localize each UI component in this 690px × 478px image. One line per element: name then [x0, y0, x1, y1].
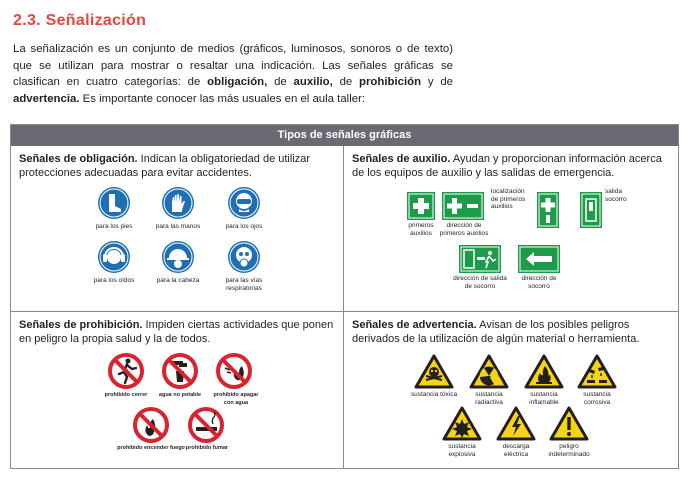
warning-cell [344, 312, 678, 468]
intro-paragraph [13, 41, 453, 107]
ear-protection-icon [97, 240, 131, 274]
no-smoking-icon [187, 406, 225, 444]
foot-protection-icon [97, 186, 131, 220]
prohibition-text: Impiden ciertas actividades que ponen en peligro la propia salud y la de todos. [19, 319, 334, 345]
first-aid-direction-label: dirección de primeros auxilios [439, 222, 489, 237]
first-aid-label: primeros auxilios [408, 222, 434, 237]
signs-table [10, 124, 679, 469]
general-danger-label: peligro indeterminado [548, 443, 590, 458]
no-water-extinguish-label: prohibido apagar con agua [213, 392, 259, 406]
no-fire-label: prohibido encender fuego [117, 445, 185, 451]
exit-direction-label: dirección de salida de socorro [453, 275, 507, 290]
intro-text: de [267, 76, 294, 88]
intro-bold: prohibición [359, 76, 422, 88]
flammable-substance-icon [524, 354, 564, 389]
warning-title: Señales de advertencia. [352, 319, 477, 331]
prohibition-title: Señales de prohibición. [19, 319, 143, 331]
emergency-exit-icon [580, 192, 602, 228]
radioactive-substance-label: sustancia radiactiva [475, 391, 503, 406]
first-aid-location-icon [537, 192, 559, 228]
ear-protection-label: para los oídos [93, 277, 135, 284]
section-title: 2.3. Señalización [13, 12, 147, 29]
emergency-exit-label: salida socorro [605, 188, 627, 203]
electric-shock-label: descarga eléctrica [502, 443, 530, 458]
explosive-substance-icon [442, 406, 482, 441]
intro-text: La señalización es un conjunto de medios (gráficos, luminosos, sonoros o de texto) que se utilizan para mostrar o resaltar una indicación. Las señales gráficas se clasifican en cuatro categorías: de [13, 43, 453, 88]
explosive-substance-label: sustancia explosiva [448, 443, 476, 458]
no-running-icon [107, 352, 145, 390]
obligation-title: Señales de obligación. [19, 153, 138, 165]
exit-direction-icon [459, 245, 501, 273]
no-smoking-label: prohibido fumar [185, 445, 229, 451]
left-arrow-icon [518, 245, 560, 273]
obligation-description [19, 152, 337, 180]
intro-text: y de [421, 76, 453, 88]
hand-protection-icon [161, 186, 195, 220]
foot-protection-label: para los pies [95, 223, 133, 230]
electric-shock-icon [496, 406, 536, 441]
corrosive-substance-label: sustancia corrosiva [583, 391, 611, 406]
warning-description [352, 318, 670, 346]
intro-bold: obligación, [207, 76, 268, 88]
obligation-cell [11, 146, 344, 312]
first-aid-location-label: localización de primeros auxilios [491, 188, 526, 210]
respiratory-protection-label: para las vías respiratorias [225, 277, 263, 292]
aid-text: Ayudan y proporcionan información acerca de los equipos de auxilio y las salidas de emergencia. [352, 153, 662, 179]
non-potable-water-label: agua no potable [158, 392, 202, 398]
head-protection-label: para la cabeza [156, 277, 200, 284]
table-header: Tipos de señales gráficas [11, 125, 678, 146]
corrosive-substance-icon [577, 354, 617, 389]
intro-text: de [332, 76, 360, 88]
first-aid-icon [407, 192, 435, 220]
aid-title: Señales de auxilio. [352, 153, 451, 165]
eye-protection-icon [227, 186, 261, 220]
aid-cell [344, 146, 678, 312]
non-potable-water-icon [161, 352, 199, 390]
no-water-extinguish-icon [215, 352, 253, 390]
obligation-text: Indican la obligatoriedad de utilizar protecciones adecuadas para evitar accidentes. [19, 153, 311, 179]
prohibition-cell [11, 312, 344, 468]
flammable-substance-label: sustancia inflamable [529, 391, 559, 406]
eye-protection-label: para los ojos [225, 223, 263, 230]
help-direction-label: dirección de socorro [521, 275, 557, 290]
prohibition-description [19, 318, 337, 346]
radioactive-substance-icon [469, 354, 509, 389]
aid-description [352, 152, 670, 180]
intro-bold: advertencia. [13, 92, 80, 105]
intro-bold: auxilio, [293, 76, 333, 88]
intro-text: Es importante conocer las más usuales en el aula taller: [79, 92, 366, 105]
head-protection-icon [161, 240, 195, 274]
first-aid-direction-icon [442, 192, 484, 220]
no-fire-icon [132, 406, 170, 444]
toxic-substance-icon [414, 354, 454, 389]
toxic-substance-label: sustancia tóxica [410, 391, 458, 398]
hand-protection-label: para las manos [155, 223, 201, 230]
respiratory-protection-icon [227, 240, 261, 274]
general-danger-icon [549, 406, 589, 441]
warning-text: Avisan de los posibles peligros derivados de la utilización de algún material o herramienta. [352, 319, 640, 345]
no-running-label: prohibido correr [104, 392, 148, 398]
